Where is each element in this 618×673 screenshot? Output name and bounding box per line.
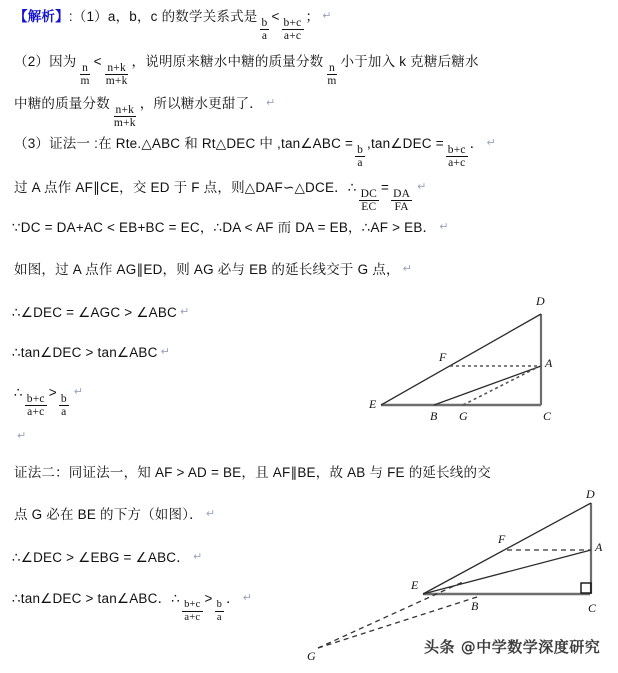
line-13-text: ∴∠DEC > ∠EBG = ∠ABC． bbox=[12, 550, 190, 565]
text-line-8 bbox=[12, 306, 189, 320]
segment-BA bbox=[434, 366, 541, 405]
line-3-text-b: ，所以糖水更甜了． bbox=[139, 96, 263, 111]
text-line-9 bbox=[12, 346, 170, 360]
empty-paragraph bbox=[14, 430, 26, 444]
line-5-text-a: 过 A 点作 AF∥CE，交 ED 于 F 点，则△DAF∽△DCE．∴ bbox=[14, 180, 357, 195]
figure1-label-F: F bbox=[439, 350, 447, 364]
figure1-label-G: G bbox=[459, 409, 468, 423]
proof-one-diagram bbox=[355, 288, 565, 423]
figure1-label-A: A bbox=[545, 356, 553, 370]
text-line-14 bbox=[12, 592, 252, 623]
text-line-11 bbox=[14, 466, 491, 480]
less-than-sign-2: < bbox=[93, 54, 102, 69]
line-1-text-end: ； bbox=[305, 9, 320, 24]
line-10-text-a: ∴ bbox=[14, 385, 23, 400]
line-9-text: ∴tan∠DEC > tan∠ABC bbox=[12, 345, 158, 360]
figure2-label-A: A bbox=[595, 540, 603, 554]
fraction-nk-over-mk: $\frac{n+k}{m+k}$ bbox=[105, 61, 128, 88]
paragraph-mark: ↵ bbox=[486, 137, 496, 149]
text-line-3 bbox=[14, 97, 275, 130]
figure2-label-G: G bbox=[307, 649, 316, 663]
segment-ED bbox=[381, 314, 541, 405]
right-angle-marker bbox=[581, 583, 591, 593]
line-14-text-a: ∴tan∠DEC > tan∠ABC．∴ bbox=[12, 591, 181, 606]
figure2-label-D: D bbox=[586, 488, 595, 501]
equals-sign-1: = bbox=[381, 180, 390, 195]
text-line-1 bbox=[14, 10, 332, 43]
figure2-label-E: E bbox=[411, 578, 419, 592]
greater-than-sign-1: > bbox=[48, 385, 57, 400]
segment-GA-dashed bbox=[463, 367, 538, 405]
text-line-2 bbox=[14, 55, 479, 88]
line-6-text: ∵DC = DA+AC < EB+BC = EC，∴DA < AF 而 DA = EB，∴AF > EB． bbox=[12, 220, 437, 235]
paragraph-mark: ↵ bbox=[439, 221, 449, 233]
fraction-nk-over-mk-2: $\frac{n+k}{m+k}$ bbox=[113, 103, 136, 130]
paragraph-mark: ↵ bbox=[402, 263, 413, 275]
paragraph-mark: ↵ bbox=[266, 97, 276, 109]
line-4-text-c: ． bbox=[469, 136, 484, 151]
text-line-13 bbox=[12, 551, 202, 565]
paragraph-mark: ↵ bbox=[322, 10, 332, 22]
less-than-sign-1: < bbox=[271, 9, 280, 24]
line-8-text: ∴∠DEC = ∠AGC > ∠ABC bbox=[12, 305, 177, 320]
figure1-label-D: D bbox=[536, 294, 545, 308]
segment-ED-2 bbox=[423, 503, 591, 594]
text-line-4 bbox=[14, 137, 496, 170]
fraction-bc-over-ac: $\frac{b+c}{a+c}$ bbox=[283, 16, 302, 43]
fraction-bc-over-ac-2: $\frac{b+c}{a+c}$ bbox=[447, 143, 466, 170]
paragraph-mark: ↵ bbox=[179, 306, 190, 318]
figure1-label-C: C bbox=[543, 409, 552, 423]
text-line-7 bbox=[14, 263, 412, 277]
text-line-6 bbox=[12, 221, 449, 235]
line-12-text: 点 G 必在 BE 的下方（如图）． bbox=[14, 507, 203, 522]
figure2-label-C: C bbox=[588, 601, 597, 615]
segment-EA-2 bbox=[423, 550, 591, 594]
line-7-text: 如图，过 A 点作 AG∥ED，则 AG 必与 EB 的延长线交于 G 点， bbox=[14, 262, 400, 277]
line-2-text-b: ，说明原来糖水中糖的质量分数 bbox=[131, 54, 324, 69]
paragraph-mark: ↵ bbox=[192, 551, 203, 563]
fraction-b-over-a-3: $\frac{b}{a}$ bbox=[60, 392, 67, 419]
figure2-label-B: B bbox=[471, 599, 479, 613]
fraction-da-over-fa: $\frac{DA}{FA}$ bbox=[393, 187, 411, 214]
line-14-text-end: ． bbox=[226, 591, 240, 606]
text-line-5 bbox=[14, 181, 427, 214]
text-line-10 bbox=[14, 386, 83, 419]
fraction-b-over-a-2: $\frac{b}{a}$ bbox=[357, 143, 364, 170]
line-11-text: 证法二：同证法一，知 AF > AD = BE，且 AF∥BE，故 AB 与 FE 的延长线的交 bbox=[14, 465, 491, 480]
figure1-label-B: B bbox=[430, 409, 438, 423]
line-1-text-a: :（1）a，b，c 的数学关系式是 bbox=[68, 9, 258, 24]
paragraph-mark: ↵ bbox=[160, 346, 170, 358]
paragraph-mark: ↵ bbox=[17, 430, 27, 442]
text-line-12 bbox=[14, 508, 215, 522]
watermark: 头条 @中学数学深度研究 bbox=[424, 638, 601, 656]
figure2-label-F: F bbox=[498, 532, 506, 546]
fraction-b-over-a-4: $\frac{b}{a}$ bbox=[216, 599, 223, 623]
paragraph-mark: ↵ bbox=[205, 508, 216, 520]
line-4-text-b: ,tan∠DEC = bbox=[367, 136, 444, 151]
figure1-label-E: E bbox=[369, 397, 377, 411]
fraction-bc-over-ac-3: $\frac{b+c}{a+c}$ bbox=[26, 392, 45, 419]
line-3-text-a: 中糖的质量分数 bbox=[14, 96, 110, 111]
fraction-n-over-m-2: $\frac{n}{m}$ bbox=[327, 61, 337, 88]
line-2-text-c: 小于加入 k 克糖后糖水 bbox=[340, 54, 479, 69]
fraction-bc-over-ac-4: $\frac{b+c}{a+c}$ bbox=[184, 599, 201, 623]
fraction-dc-over-ec: $\frac{DC}{EC}$ bbox=[360, 187, 378, 214]
paragraph-mark: ↵ bbox=[242, 592, 253, 604]
line-4-text-a: （3）证法一 :在 Rte.△ABC 和 Rt△DEC 中 ,tan∠ABC = bbox=[14, 136, 354, 151]
fraction-b-over-a: $\frac{b}{a}$ bbox=[261, 16, 268, 43]
fraction-n-over-m: $\frac{n}{m}$ bbox=[80, 61, 90, 88]
line-2-text-a: （2）因为 bbox=[14, 54, 77, 69]
paragraph-mark: ↵ bbox=[73, 386, 84, 398]
paragraph-mark: ↵ bbox=[417, 181, 427, 193]
analysis-tag: 【解析】 bbox=[14, 9, 69, 24]
greater-than-sign-2: > bbox=[204, 591, 213, 606]
